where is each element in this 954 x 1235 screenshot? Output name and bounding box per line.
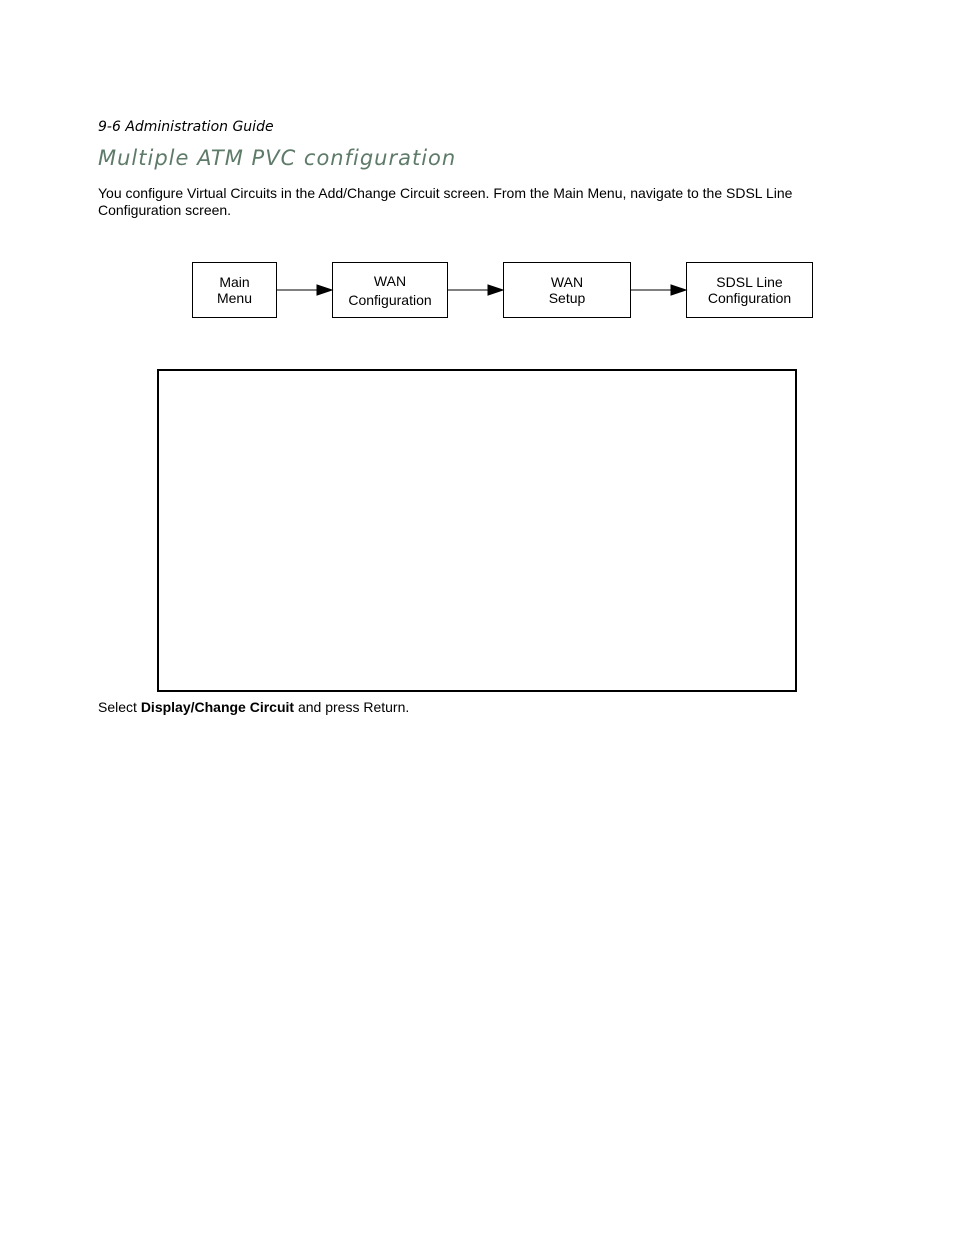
running-header: 9-6 Administration Guide [98,119,274,135]
nav-step-wan-setup [503,262,631,318]
nav-step-label-line2: Setup [548,290,586,306]
nav-step-label-line1: Main [219,274,250,290]
screen-capture-frame [157,369,797,692]
arrow-head-icon [671,285,686,295]
nav-step-sdsl-line-configuration [686,262,813,318]
section-title: Multiple ATM PVC configuration [98,146,457,170]
menu-option-name: Display/Change Circuit [140,699,295,715]
nav-step-label-line1: SDSL Line [716,274,783,290]
instruction-paragraph [98,699,409,716]
instruction-prefix: Select [98,699,141,715]
intro-paragraph: You configure Virtual Circuits in the Add/Change Circuit screen. From the Main Menu, navigate to the SDSL Line Configuration screen. [98,185,793,218]
arrow-head-icon [317,285,332,295]
nav-step-label-line2: Configuration [348,291,432,308]
nav-step-main-menu [192,262,277,318]
nav-step-wan-configuration [332,262,448,318]
nav-step-label-line1: WAN [550,274,584,290]
nav-step-label-line2: Configuration [707,290,792,306]
nav-step-label-line1: WAN [373,272,407,289]
instruction-suffix: and press Return. [294,699,410,715]
nav-step-label-line2: Menu [216,290,253,306]
arrow-head-icon [488,285,503,295]
